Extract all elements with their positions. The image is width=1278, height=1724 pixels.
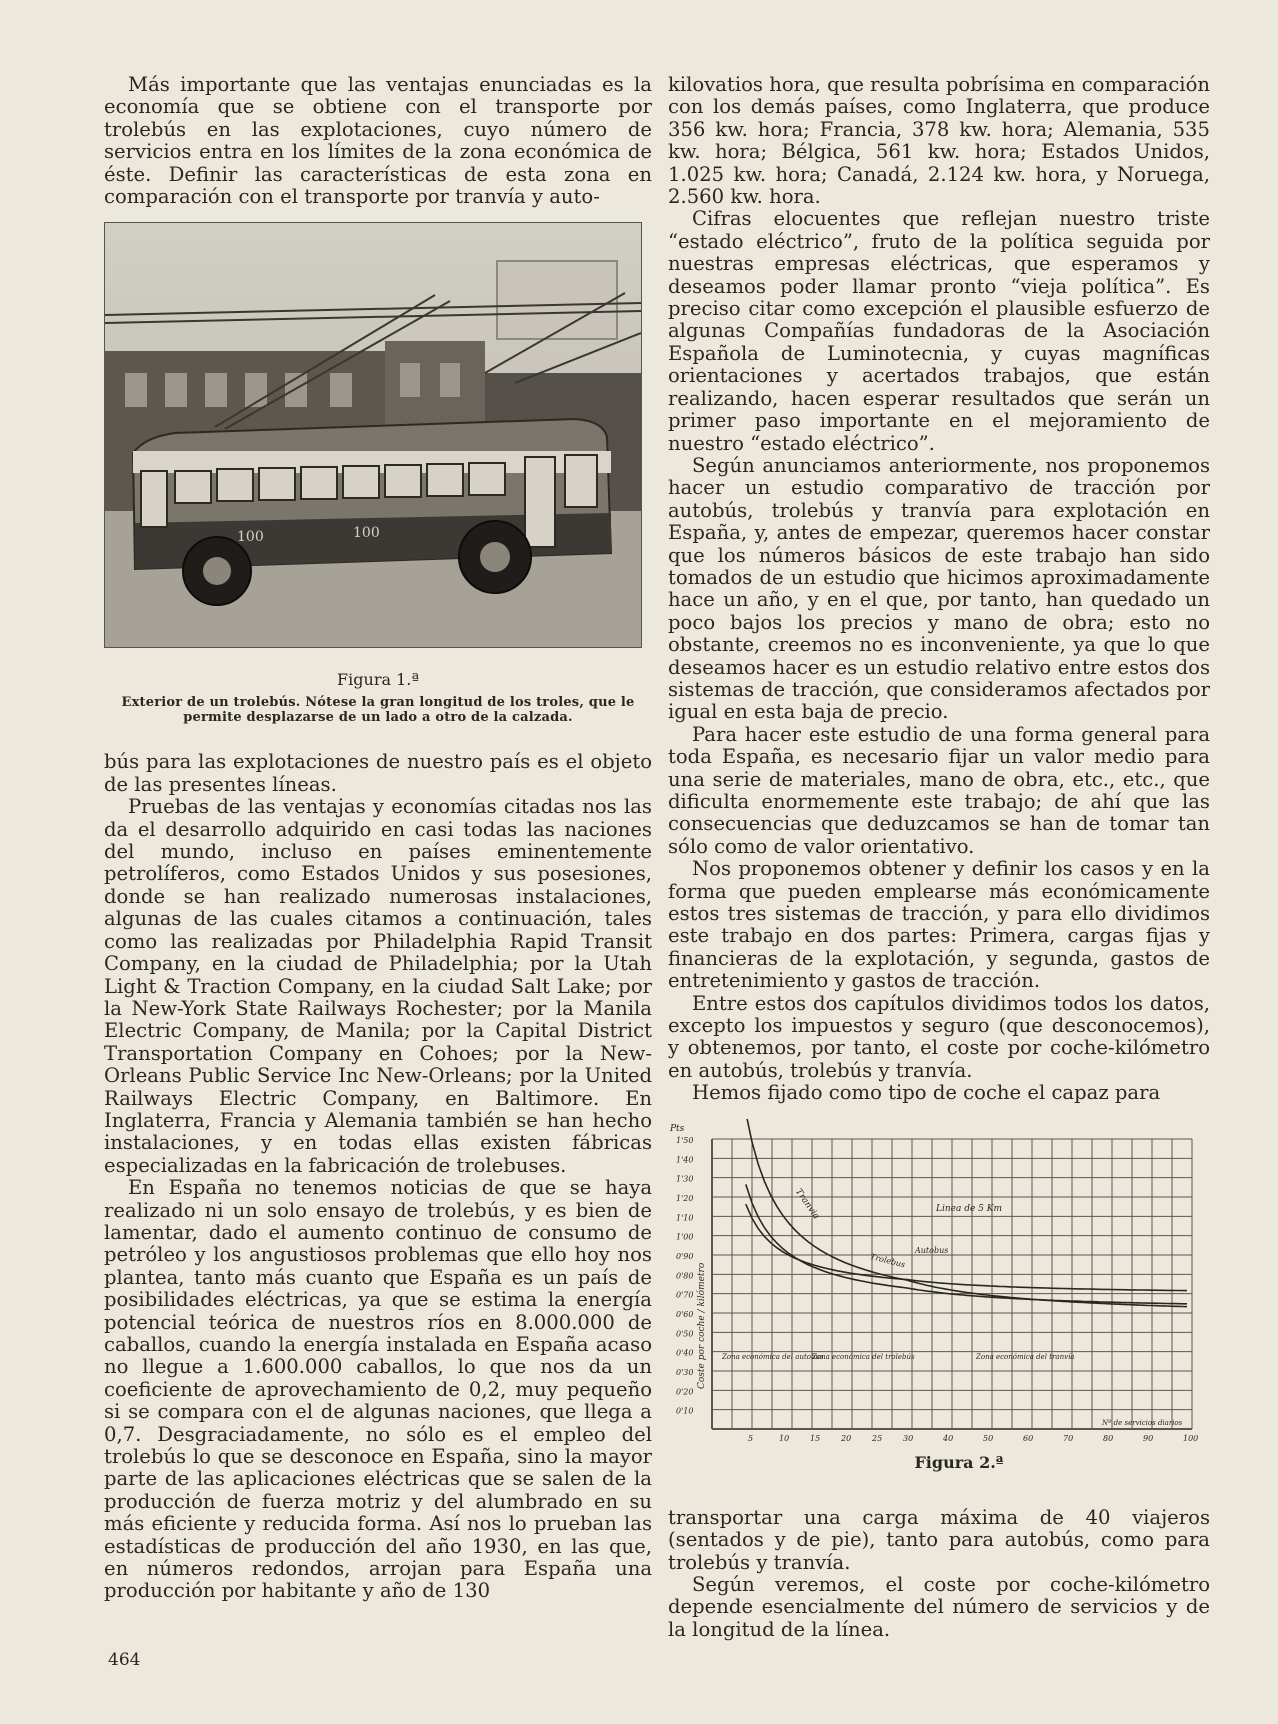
paragraph: Según anunciamos anteriormente, nos proponemos hacer un estudio comparativo de tracción por autobús, trolebús y tranvía para explotación en España, y, antes de empezar, queremos hacer constar que los números básicos de este trabajo han sido tomados de un estudio que hicimos aproximadamente hace un año, y en el que, por tanto, han quedado un poco bajos los precios y mano de obra; esto no obstante, creemos no es inconveniente, ya que lo que deseamos hacer es un estudio relativo entre estos dos sistemas de tracción, que consideramos afectados por igual en esta baja de precio. — [668, 453, 1210, 724]
series-label-autobus: Autobus — [915, 1245, 949, 1255]
paragraph: Pruebas de las ventajas y economías citadas nos las da el desarrollo adquirido en casi todas las naciones del mundo, incluso en países eminentemente petrolíferos, como Estados Unidos y sus posesiones, donde se han realizado numerosas instalaciones, algunas de las cuales citamos a continuación, tales como las realizadas por Philadelphia Rapid Transit Company, en la ciudad de Philadelphia; por la Utah Light & Traction Company, en la ciudad Salt Lake; por la New-York State Railways Rochester; por la Manila Electric Company, de Manila; por la Capital District Transportation Company en Cohoes; por la New-Orleans Public Service Inc New-Orleans; por la United Railways Electric Company, en Baltimore. En Inglaterra, Francia y Alemania también se han hecho instalaciones, y en todas ellas existen fábricas especializadas en la fabricación de trolebuses. — [104, 795, 652, 1177]
y-tick-label: 0'50 — [676, 1329, 694, 1339]
bus-number-right: 100 — [353, 525, 380, 542]
y-tick-label: 1'30 — [676, 1174, 694, 1184]
zone-trolebus-annotation: Zona económica del trolebús — [812, 1352, 915, 1361]
y-axis-label: Coste por coche / kilómetro — [697, 1262, 707, 1389]
figure-2-caption: Figura 2.ª — [914, 1452, 1004, 1472]
x-tick-label: 15 — [810, 1433, 821, 1443]
x-tick-label: 25 — [872, 1433, 883, 1443]
x-tick-label: 10 — [779, 1433, 790, 1443]
cost-chart-svg — [668, 1119, 1210, 1449]
x-tick-label: 70 — [1063, 1433, 1074, 1443]
paragraph: Para hacer este estudio de una forma general para toda España, es necesario fijar un valor medio para una serie de materiales, mano de obra, etc., etc., que dificulta enormemente este trabajo; de ahí que las consecuencias que deduzcamos se han de tomar tan sólo como de valor orientativo. — [668, 722, 1210, 858]
series-label-trolebus: Trolebus — [869, 1251, 907, 1270]
paragraph: bús para las explotaciones de nuestro país es el objeto de las presentes líneas. — [104, 750, 652, 796]
y-tick-label: 0'10 — [676, 1406, 694, 1416]
y-tick-label: 0'60 — [676, 1309, 694, 1319]
line-length-annotation: Linea de 5 Km — [936, 1203, 1002, 1214]
figure-2-chart — [668, 1119, 1210, 1507]
y-tick-label: 1'10 — [676, 1213, 694, 1223]
paragraph: Nos proponemos obtener y definir los casos y en la forma que pueden emplearse más económicamente estos tres sistemas de tracción, y para ello dividimos este trabajo en dos partes: Primera, cargas fijas y financieras de la explotación, y segunda, gastos de entretenimiento y gastos de tracción. — [668, 857, 1210, 993]
y-tick-label: 1'20 — [676, 1193, 694, 1203]
y-axis-unit: Pts — [670, 1123, 685, 1134]
y-tick-label: 0'70 — [676, 1290, 694, 1300]
bus-number-left: 100 — [237, 529, 264, 546]
paragraph: Entre estos dos capítulos dividimos todos los datos, excepto los impuestos y seguro (que desconocemos), y obtenemos, por tanto, el coste por coche-kilómetro en autobús, trolebús y tranvía. — [668, 991, 1210, 1082]
x-tick-label: 80 — [1103, 1433, 1114, 1443]
paragraph: Cifras elocuentes que reflejan nuestro triste “estado eléctrico”, fruto de la política seguida por nuestras empresas eléctricas, que esperamos y deseamos poder llamar pronto “vieja política”. Es preciso citar como excepción el plausible esfuerzo de algunas Compañías fundadoras de la Asociación Española de Luminotecnia, y cuyas magníficas orientaciones y acertados trabajos, que están realizando, hacen esperar resultados que serán un primer paso importante en el mejoramiento de nuestro “estado eléctrico”. — [668, 207, 1210, 455]
paragraph: Hemos fijado como tipo de coche el capaz para — [692, 1081, 1161, 1105]
y-tick-label: 0'80 — [676, 1271, 694, 1281]
zone-autobus-annotation: Zona económica del autobus — [722, 1352, 824, 1361]
x-tick-label: 90 — [1143, 1433, 1154, 1443]
y-tick-label: 1'40 — [676, 1155, 694, 1165]
x-tick-label: 60 — [1023, 1433, 1034, 1443]
zone-tranvia-annotation: Zona económica del tranvía — [976, 1352, 1075, 1361]
x-tick-label: 40 — [943, 1433, 954, 1443]
x-tick-label: 100 — [1183, 1433, 1199, 1443]
figure-1-note: Exterior de un trolebús. Nótese la gran longitud de los troles, que le permite desplazarse de un lado a otro de la calzada. — [121, 695, 635, 726]
x-tick-label: 30 — [903, 1433, 914, 1443]
figure-1-photo — [104, 222, 642, 648]
x-tick-label: 5 — [748, 1433, 754, 1443]
y-tick-label: 0'20 — [676, 1387, 694, 1397]
y-tick-label: 0'90 — [676, 1251, 694, 1261]
y-tick-label: 0'30 — [676, 1367, 694, 1377]
paragraph: Más importante que las ventajas enunciadas es la economía que se obtiene con el transporte por trolebús en las explotaciones, cuyo número de servicios entra en los límites de la zona económica de éste. Definir las características de esta zona en comparación con el transporte por tranvía y auto- — [104, 73, 652, 209]
page-number: 464 — [108, 1650, 141, 1670]
right-column — [668, 74, 1210, 1641]
paragraph: kilovatios hora, que resulta pobrísima en comparación con los demás países, como Inglaterra, que produce 356 kw. hora; Francia, 378 kw. hora; Alemania, 535 kw. hora; Bélgica, 561 kw. hora; Estados Unidos, 1.025 kw. hora; Canadá, 2.124 kw. hora, y Noruega, 2.560 kw. hora. — [668, 73, 1210, 209]
y-tick-label: 1'50 — [676, 1135, 694, 1145]
series-label-tranvia: Tranvia — [792, 1186, 822, 1222]
y-tick-label: 1'00 — [676, 1232, 694, 1242]
x-tick-label: 20 — [841, 1433, 852, 1443]
x-tick-label: 50 — [983, 1433, 994, 1443]
trolleybus-photo — [105, 223, 641, 647]
figure-1-caption: Figura 1.ª — [337, 670, 419, 690]
y-tick-label: 0'40 — [676, 1348, 694, 1358]
paragraph: En España no tenemos noticias de que se haya realizado ni un solo ensayo de trolebús, y es bien de lamentar, dado el aumento continuo de consumo de petróleo y los angustiosos problemas que ello hoy nos plantea, tanto más cuanto que España es un país de posibilidades eléctricas, ya que se estima la energía potencial teórica de nuestros ríos en 8.000.000 de caballos, cuando la energía instalada en España acaso no llegue a 1.600.000 caballos, lo que nos da un coeficiente de aprovechamiento de 0,2, muy pequeño si se compara con el de algunas naciones, que llega a 0,7. Desgraciadamente, no sólo es el empleo del trolebús lo que se desconoce en España, sino la mayor parte de las aplicaciones eléctricas que se salen de la producción de fuerza motriz y del alumbrado en su más eficiente y reducida forma. Así nos lo prueban las estadísticas de producción del año 1930, en las que, en números redondos, arrojan para España una producción por habitante y año de 130 — [104, 1176, 652, 1603]
x-axis-caption: Nº de servicios diarios — [1102, 1418, 1183, 1427]
left-column — [104, 74, 652, 1603]
paragraph: Según veremos, el coste por coche-kilómetro depende esencialmente del número de servicios y de la longitud de la línea. — [668, 1572, 1210, 1641]
paragraph: transportar una carga máxima de 40 viajeros (sentados y de pie), tanto para autobús, como para trolebús y tranvía. — [668, 1505, 1210, 1574]
